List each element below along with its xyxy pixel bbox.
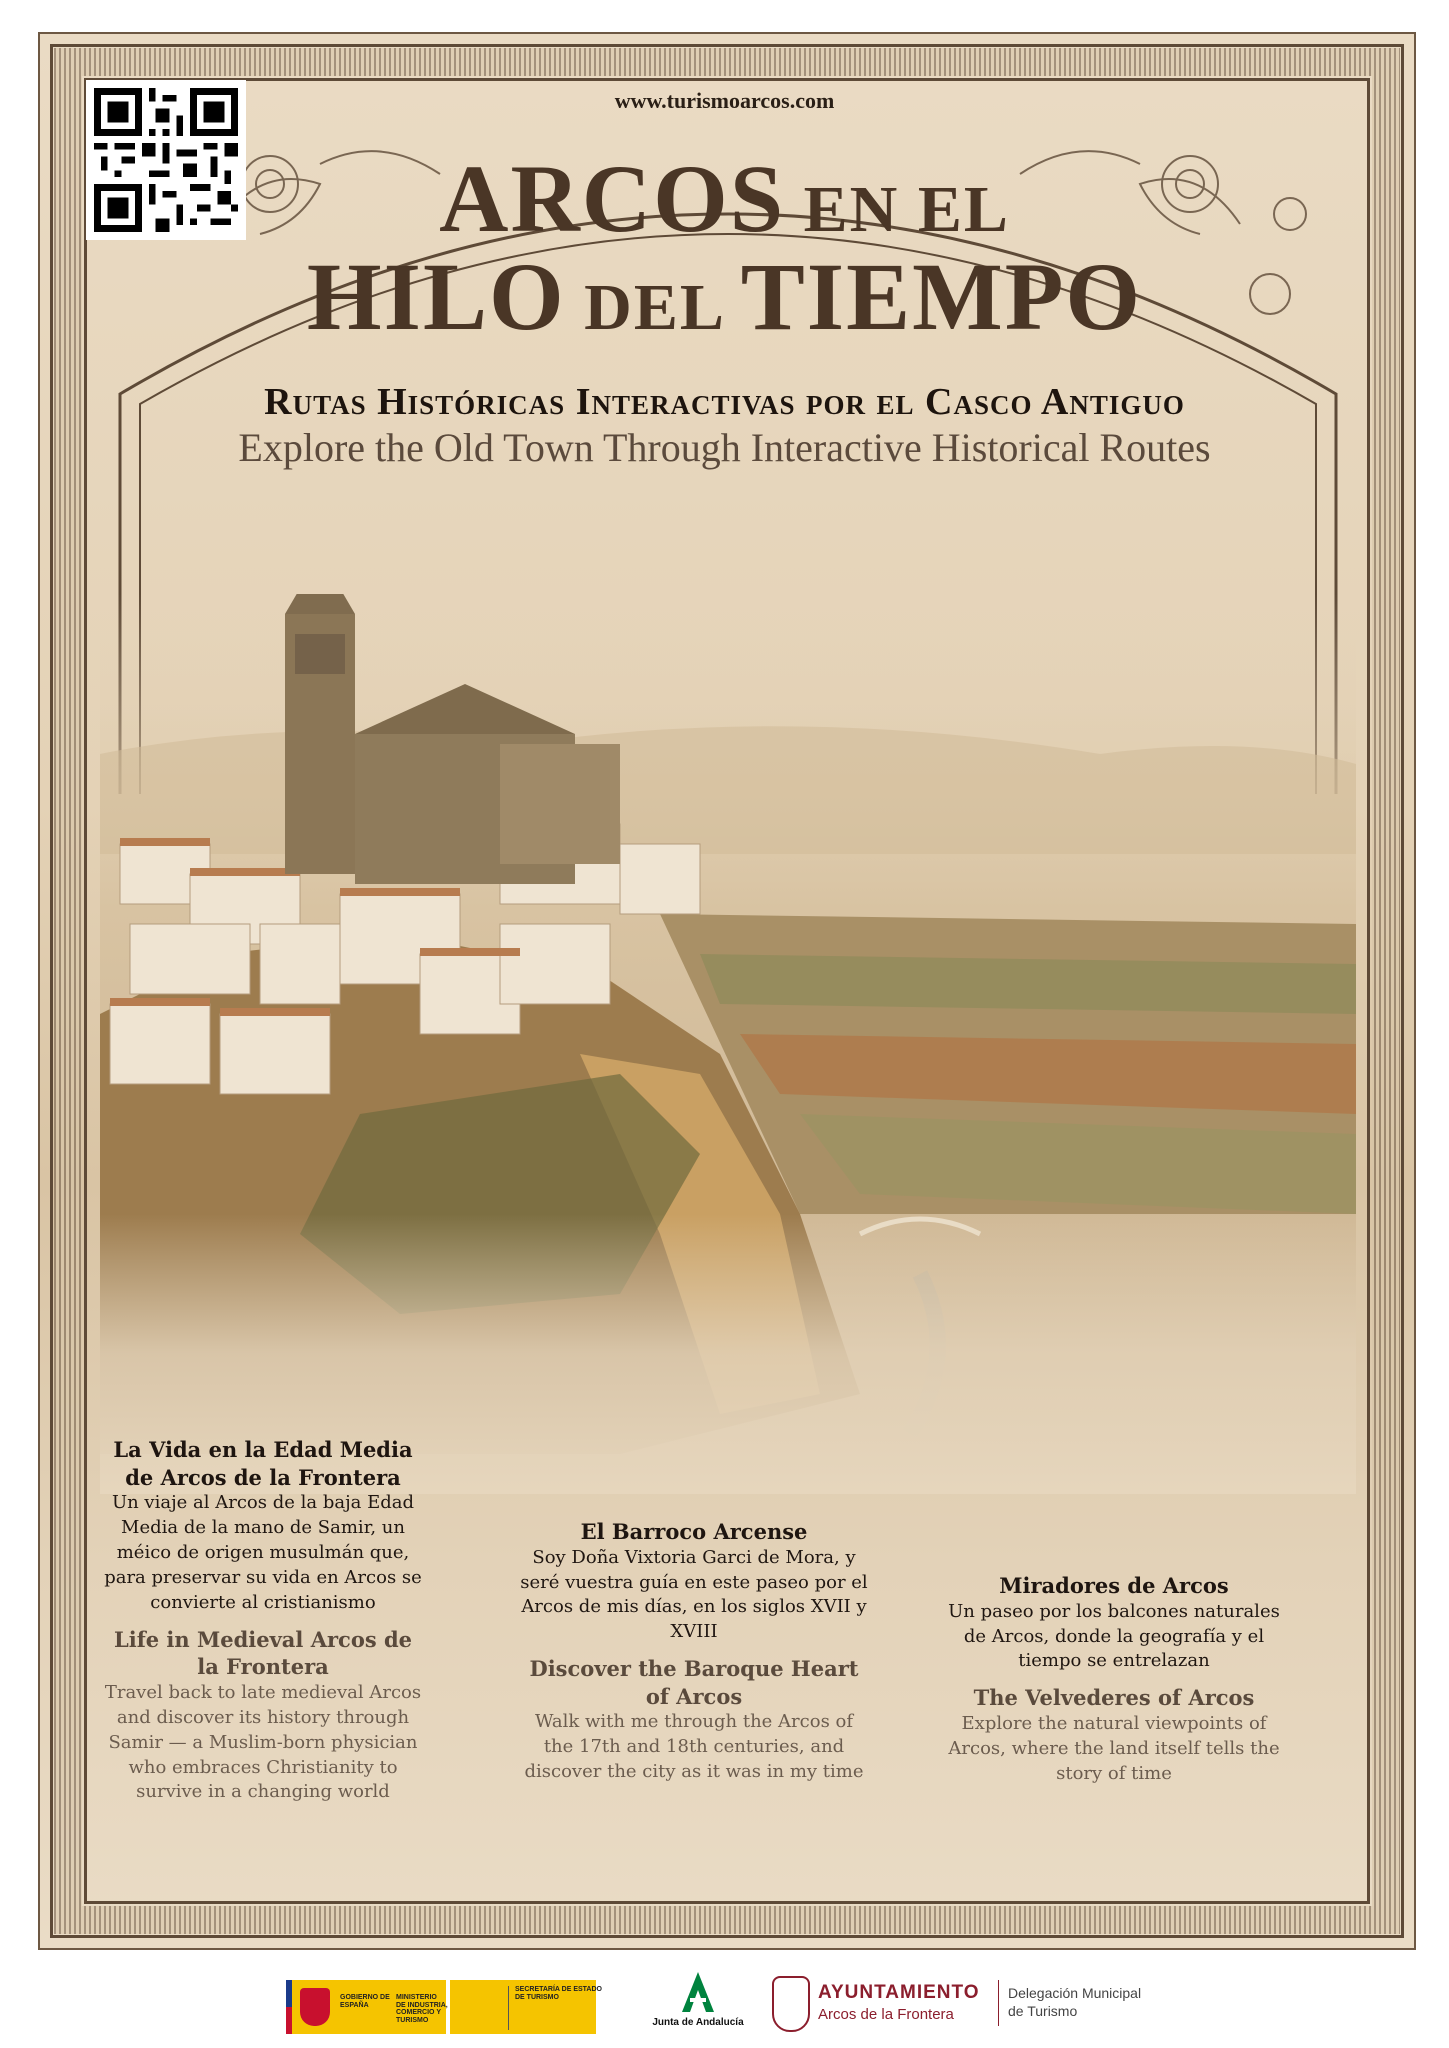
municipal-crest-icon (772, 1976, 810, 2032)
ayuntamiento-logo: AYUNTAMIENTO Arcos de la Frontera Delegación Municipal de Turismo (772, 1976, 1172, 2036)
route-title-es: El Barroco Arcense (580, 1519, 808, 1544)
arcos-landscape-painting (100, 594, 1356, 1494)
gobierno-espana-logo: GOBIERNO DE ESPAÑA MINISTERIO DE INDUSTRIA, COMERCIO Y TURISMO (286, 1980, 596, 2034)
coat-of-arms-icon (300, 1988, 330, 2026)
subtitle-english: Explore the Old Town Through Interactive Historical Routes (238, 425, 1211, 470)
secretaria-turismo-label: SECRETARÍA DE ESTADO DE TURISMO (508, 1986, 607, 2030)
route-title-en: Life in Medieval Arcos de la Frontera (113, 1626, 413, 1680)
route-text-en: Walk with me through the Arcos of the 17th and 18th centuries, and discover the city as it was in my time (524, 1711, 864, 1783)
route-text-es: Un paseo por los balcones naturales de Arcos, donde la geografía y el tiempo se entrelazan (948, 1600, 1280, 1672)
flag-stripe-icon (286, 1980, 292, 2034)
title-line-2: HILO DEL TIEMPO (306, 242, 1143, 350)
route-medieval (102, 1436, 424, 1805)
route-title-en: The Velvederes of Arcos (973, 1685, 1255, 1711)
website-link[interactable]: www.turismoarcos.com (614, 88, 835, 113)
route-text-en: Travel back to late medieval Arcos and discover its history through Samir — a Muslim-born physician who embraces Christianity to survive in a changing world (104, 1682, 422, 1803)
route-text-es: Un viaje al Arcos de la baja Edad Media de la mano de Samir, un méico de origen musulmán que, para preservar su vida en Arcos se convierte al cristianismo (104, 1492, 422, 1613)
poster-title (0, 145, 1449, 350)
route-title-es: Miradores de Arcos (999, 1573, 1229, 1598)
subtitle-spanish: Rutas Históricas Interactivas por el Casco Antiguo (264, 381, 1185, 423)
junta-andalucia-logo: Junta de Andalucía (648, 1970, 748, 2040)
title-line-1: ARCOS EN EL (439, 145, 1010, 252)
route-title-es: La Vida en la Edad Media de Arcos de la Frontera (113, 1437, 413, 1490)
sponsor-footer (0, 1950, 1449, 2048)
route-text-en: Explore the natural viewpoints of Arcos, where the land itself tells the story of time (948, 1712, 1280, 1784)
route-text-es: Soy Doña Vixtoria Garci de Mora, y seré vuestra guía en este paseo por el Arcos de mis días, en los siglos XVII y XVIII (520, 1546, 868, 1643)
route-miradores (940, 1572, 1288, 1786)
route-baroque (518, 1518, 870, 1785)
route-title-en: Discover the Baroque Heart of Arcos (529, 1656, 859, 1709)
delegacion-label: Delegación Municipal de Turismo (1008, 1985, 1142, 2020)
junta-a-icon (678, 1970, 718, 2014)
